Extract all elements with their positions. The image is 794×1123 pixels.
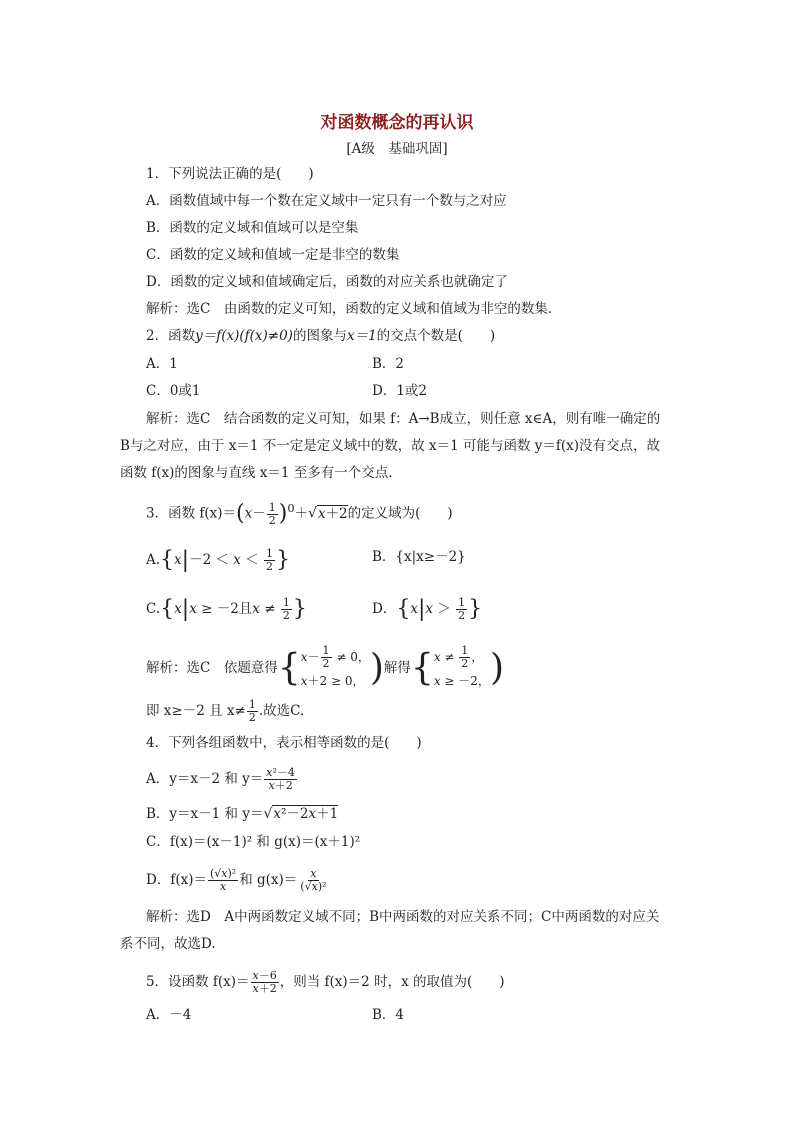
q4-option-a: A．y＝x－2 和 y＝ $\frac{\text{x²－4}}{x+2}$: [146, 766, 295, 792]
q4-answer-line1: 解析：选D A中两函数定义域不同；B中两函数的对应关系不同；C中两函数的对应关: [146, 909, 660, 925]
q1-stem: 1．下列说法正确的是( ): [146, 166, 314, 182]
q4-option-d: D．f(x)＝ $\frac{\text{(√x)²}}{x}$ 和 g(x)＝ $\frac{x}{\text{(√x)²}}$: [146, 867, 327, 893]
q4-answer-line2: 系不同，故选D.: [120, 936, 216, 952]
q4-stem: 4．下列各组函数中，表示相等函数的是( ): [146, 735, 422, 751]
q2-stem: 2．函数y＝f(x)(f(x)≠0)的图象与x＝1的交点个数是( ): [146, 328, 496, 344]
q3-option-c: C.{x|x ≥ －2且x ≠ $\frac{1}{2}$ }: [146, 596, 307, 622]
fraction-half: $\frac{1}{2}$: [268, 500, 276, 527]
q3-stem: 3．函数 f(x)＝(x－ $\frac{1}{2}$ )$^0$＋√x＋2的定义域为( ): [146, 500, 453, 527]
q3-answer: 解析：选C 依题意得{ x－ $\frac{1}{2}$ ≠ 0， x＋2 ≥ 0， )解得{ x ≠ $\frac{1}{2}$ ， x ≥ －2， ): [146, 644, 504, 689]
q1-option-b: B．函数的定义域和值域可以是空集: [146, 220, 359, 236]
q2-option-c: C．0或1: [146, 383, 201, 399]
q4-option-b: B．y＝x－1 和 y＝√x²－2x＋1: [146, 806, 339, 822]
page-title: 对函数概念的再认识: [320, 113, 474, 133]
q1-option-c: C．函数的定义域和值域一定是非空的数集: [146, 247, 400, 263]
q1-option-d: D．函数的定义域和值域确定后，函数的对应关系也就确定了: [146, 274, 508, 290]
q2-option-d: D．1或2: [372, 383, 428, 399]
q5-option-b: B．4: [372, 1007, 405, 1023]
q1-option-a: A．函数值域中每一个数在定义域中一定只有一个数与之对应: [146, 193, 507, 209]
q5-stem: 5．设函数 f(x)＝ $\frac{x-6}{x+2}$ ，则当 f(x)＝2 时，x 的取值为( ): [146, 969, 505, 995]
section-heading: [A级 基础巩固]: [346, 141, 448, 157]
q2-option-a: A．1: [146, 356, 178, 372]
q2-answer-line3: 函数 f(x)的图象与直线 x＝1 至多有一个交点.: [120, 465, 393, 481]
q1-answer: 解析：选C 由函数的定义可知，函数的定义域和值域为非空的数集.: [146, 301, 553, 317]
q2-answer-line2: B与之对应，由于 x＝1 不一定是定义域中的数，故 x＝1 可能与函数 y＝f(x)没有交点，故: [120, 438, 661, 454]
q4-option-c: C．f(x)＝(x－1)² 和 g(x)＝(x＋1)²: [146, 834, 361, 850]
q2-answer-line1: 解析：选C 结合函数的定义可知，如果 f：A→B成立，则任意 x∈A，则有唯一确定的: [146, 411, 661, 427]
q3-answer-conclusion: 即 x≥－2 且 x≠ $\frac{1}{2}$ .故选C.: [146, 698, 305, 724]
q5-option-a: A．－4: [146, 1007, 192, 1023]
q3-option-a: A.{x|－2 ＜ x ＜ $\frac{1}{2}$ }: [146, 547, 290, 573]
q3-option-d: D．{x|x ＞ $\frac{1}{2}$ }: [372, 596, 483, 622]
q2-option-b: B．2: [372, 356, 405, 372]
q3-option-b: B．{x|x≥－2}: [372, 549, 466, 565]
